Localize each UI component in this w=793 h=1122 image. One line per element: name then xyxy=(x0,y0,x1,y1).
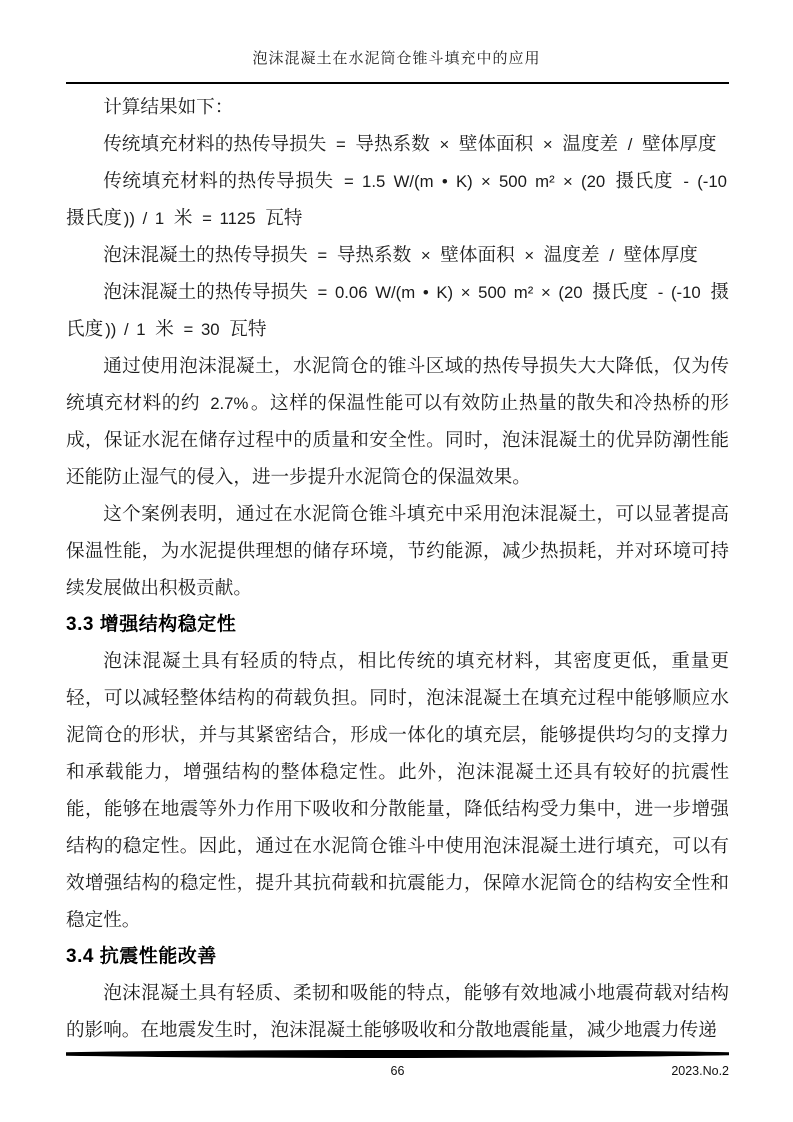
formula-latin-run: × xyxy=(516,246,542,265)
text-run: 传统填充材料的热传导损失 xyxy=(103,134,327,155)
formula-latin-run: )) / 1 xyxy=(123,209,172,228)
text-run: 。这样的保温性能可以有效防止热量的散失和冷热桥的形成，保证水泥在储存过程中的质量和安全性。同时，泡沫混凝土的优异防潮性能还能防止湿气的侵入，进一步提升水泥筒仓的保温效果。 xyxy=(66,393,729,488)
text-run: 3.4 抗震性能改善 xyxy=(66,946,217,967)
body-paragraph xyxy=(66,496,729,607)
formula-latin-run: - (-10 xyxy=(650,283,709,302)
text-run: 摄氏度 xyxy=(592,282,649,303)
formula-latin-run: × xyxy=(535,135,561,154)
text-run: 壁体厚度 xyxy=(623,245,698,266)
footer-row xyxy=(66,1062,729,1080)
formula-latin-run: = xyxy=(328,135,354,154)
formula-latin-run: / xyxy=(601,246,622,265)
formula-latin-run: 2.7% xyxy=(202,394,249,413)
text-run: 泡沫混凝土具有轻质的特点，相比传统的填充材料，其密度更低，重量更轻，可以减轻整体结构的荷载负担。同时，泡沫混凝土在填充过程中能够顺应水泥筒仓的形状，并与其紧密结合，形成一体化的填充层，能够提供均匀的支撑力和承载能力，增强结构的整体稳定性。此外，泡沫混凝土还具有较好的抗震性能，能够在地震等外力作用下吸收和分散能量，降低结构受力集中，进一步增强结构的稳定性。因此，通过在水泥筒仓锥斗中使用泡沫混凝土进行填充，可以有效增强结构的稳定性，提升其抗荷载和抗震能力，保障水泥筒仓的结构安全性和稳定性。 xyxy=(66,651,729,931)
body-paragraph xyxy=(66,348,729,496)
header-rule xyxy=(66,82,729,84)
footer-divider-bar xyxy=(66,1049,729,1059)
body-paragraph xyxy=(66,643,729,939)
text-run: 瓦特 xyxy=(229,319,267,340)
formula-latin-run: )) / 1 xyxy=(105,320,154,339)
text-run: 这个案例表明，通过在水泥筒仓锥斗填充中采用泡沫混凝土，可以显著提高保温性能，为水泥提供理想的储存环境，节约能源，减少热损耗，并对环境可持续发展做出积极贡献。 xyxy=(66,504,729,599)
page-number: 66 xyxy=(390,1064,405,1078)
body-paragraph xyxy=(66,237,729,274)
page-footer xyxy=(66,1049,729,1080)
text-run: 传统填充材料的热传导损失 xyxy=(103,171,334,192)
formula-latin-run: = 1125 xyxy=(194,209,264,228)
text-run: 计算结果如下： xyxy=(103,97,234,118)
section-heading xyxy=(66,607,729,643)
text-run: 3.3 增强结构稳定性 xyxy=(66,614,237,635)
body-paragraph xyxy=(66,163,729,237)
text-run: 摄氏度 xyxy=(615,171,674,192)
formula-latin-run: = 1.5 W/(m • K) × 500 m² × (20 xyxy=(335,172,614,191)
text-run: 导热系数 xyxy=(336,245,412,266)
text-run: 瓦特 xyxy=(265,208,303,229)
text-run: 摄氏度 xyxy=(66,208,122,229)
body-paragraph xyxy=(66,126,729,163)
text-run: 摄氏度 xyxy=(66,282,729,340)
text-run: 温度差 xyxy=(543,245,600,266)
formula-latin-run: = 0.06 W/(m • K) × 500 m² × (20 xyxy=(309,283,591,302)
text-run: 壁体厚度 xyxy=(642,134,717,155)
body-paragraph xyxy=(66,274,729,348)
section-heading xyxy=(66,939,729,975)
formula-latin-run: - (-10 xyxy=(675,172,727,191)
formula-latin-run: = 30 xyxy=(175,320,228,339)
text-run: 泡沫混凝土的热传导损失 xyxy=(103,245,308,266)
formula-latin-run: = xyxy=(309,246,335,265)
text-run: 通过使用泡沫混凝土，水泥筒仓的锥斗区域的热传导损失大大降低，仅为传统填充材料的约 xyxy=(66,356,729,414)
body-paragraph xyxy=(66,975,729,1049)
running-header-title: 泡沫混凝土在水泥筒仓锥斗填充中的应用 xyxy=(252,51,541,67)
text-run: 壁体面积 xyxy=(458,134,534,155)
formula-latin-run: / xyxy=(620,135,641,154)
text-run: 泡沫混凝土的热传导损失 xyxy=(103,282,308,303)
journal-issue: 2023.No.2 xyxy=(671,1064,729,1078)
formula-latin-run: × xyxy=(431,135,457,154)
text-run: 壁体面积 xyxy=(440,245,515,266)
text-run: 米 xyxy=(173,208,193,229)
running-header xyxy=(0,0,793,84)
text-run: 温度差 xyxy=(562,134,619,155)
body-paragraph xyxy=(66,89,729,126)
document-body xyxy=(66,89,729,1049)
text-run: 导热系数 xyxy=(355,134,430,155)
text-run: 米 xyxy=(155,319,174,340)
formula-latin-run: × xyxy=(413,246,439,265)
text-run: 泡沫混凝土具有轻质、柔韧和吸能的特点，能够有效地减小地震荷载对结构的影响。在地震发生时，泡沫混凝土能够吸收和分散地震能量，减少地震力传递 xyxy=(66,983,729,1041)
